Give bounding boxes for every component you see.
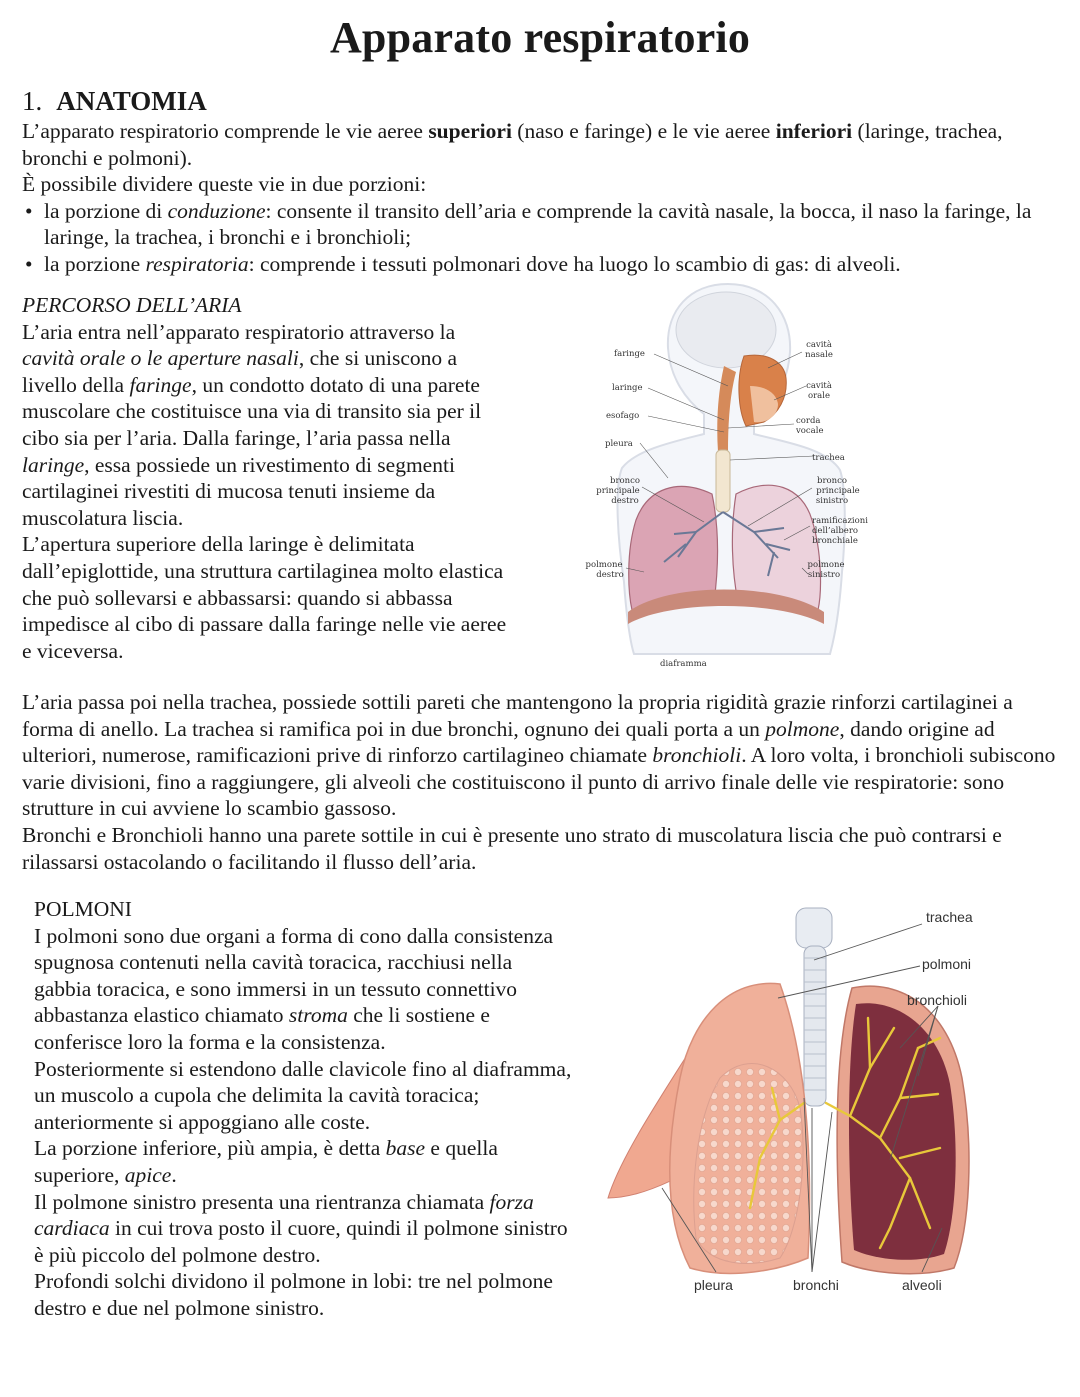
trachea-block [22, 689, 1067, 875]
italic-term: polmone [765, 716, 840, 741]
text-run: : comprende i tessuti polmonari dove ha luogo lo scambio di gas: di alveoli. [248, 251, 901, 276]
italic-term: stroma [288, 1003, 348, 1028]
text-run: che li sostiene e conferisce loro la forma e la consistenza. [34, 1003, 490, 1054]
label-bronco-sx-2: principale [816, 486, 860, 496]
italic-term: apice [124, 1162, 172, 1187]
lungs-figure [600, 898, 1040, 1293]
label-pleura: pleura [605, 439, 633, 449]
text-run: Il polmone sinistro presenta una rientranza chiamata [34, 1189, 490, 1214]
intro-block [22, 118, 1062, 278]
label-bronco-dx-2: principale [596, 486, 640, 496]
intro-paragraph [22, 118, 1062, 171]
text-run: , dando origine ad ulteriori, numerose, ramificazioni prive di rinforzo cartilagineo chiamate [22, 716, 995, 768]
label-bronco-dx-3: destro [611, 496, 639, 506]
polmoni-paragraph-1 [34, 923, 574, 1056]
italic-term: bronchioli [652, 743, 742, 768]
label-bronco-dx-1: bronco [610, 476, 640, 486]
label-faringe: faringe [614, 349, 645, 359]
polmoni-block [34, 896, 574, 1322]
trachea-paragraph-1 [22, 689, 1067, 822]
label-polmone-dx-1: polmone [585, 560, 623, 570]
label-cavita-orale-2: orale [808, 391, 830, 401]
text-run: . A loro volta, i bronchioli subiscono varie divisioni, fino a raggiungere, gli alveoli che costituiscono il punto di arrivo finale delle vie respiratorie: sono strutture in cui avviene lo scambio gassoso. [22, 743, 1056, 821]
percorso-paragraph-1 [22, 319, 512, 532]
label-ramificazioni-1: ramificazioni [812, 516, 868, 526]
polmoni-paragraph-4 [34, 1189, 574, 1269]
italic-term: conduzione [167, 198, 266, 223]
list-item-respiratoria [22, 251, 1062, 278]
label-laringe: laringe [612, 383, 643, 393]
label-bronco-sx-1: bronco [817, 476, 847, 486]
section-number: 1. [22, 86, 43, 116]
label-trachea: trachea [926, 909, 973, 925]
text-run: , che si uniscono a livello della [22, 346, 458, 397]
label-bronchioli: bronchioli [907, 992, 967, 1008]
portion-list [22, 198, 1062, 278]
text-run: La porzione inferiore, più ampia, è detta [34, 1136, 386, 1161]
label-trachea: trachea [812, 453, 845, 463]
label-pleura: pleura [694, 1277, 733, 1293]
text-run: . [171, 1162, 177, 1187]
label-cavita-orale-1: cavità [806, 381, 832, 391]
text-run: la porzione di [44, 198, 168, 223]
label-alveoli: alveoli [902, 1277, 942, 1293]
text-run: e quella superiore, [34, 1136, 498, 1187]
label-polmone-dx-2: destro [596, 570, 624, 580]
text-run: , un condotto dotato di una parete muscolare che costituisce una via di transito sia per il cibo sia per l’aria. Dalla faringe, l’aria passa nella [22, 372, 482, 450]
text-run: in cui trova posto il cuore, quindi il polmone sinistro è più piccolo del polmone destro. [34, 1216, 568, 1267]
bold-term-superiori: superiori [428, 119, 512, 143]
label-ramificazioni-3: bronchiale [812, 536, 858, 546]
polmoni-paragraph-2: Posteriormente si estendono dalle clavicole fino al diaframma, un muscolo a cupola che delimita la cavità toracica; anteriormente si appoggiano alle coste. [34, 1056, 572, 1134]
polmoni-paragraph-5: Profondi solchi dividono il polmone in lobi: tre nel polmone destro e due nel polmone sinistro. [34, 1269, 553, 1320]
polmoni-paragraph-3 [34, 1135, 574, 1188]
division-sentence: È possibile dividere queste vie in due porzioni: [22, 172, 427, 197]
text-run: L’aria passa poi nella trachea, possiede sottili pareti che mantengono la propria rigidità grazie rinforzi cartilaginei a forma di anello. La trachea si ramifica poi in due bronchi, ognuno dei quali porta a un [22, 690, 1013, 741]
label-polmoni: polmoni [922, 956, 972, 972]
italic-term: base [385, 1136, 426, 1161]
label-corda-2: vocale [796, 426, 824, 436]
italic-term: faringe [129, 372, 192, 397]
text-run: : consente il transito dell’aria e comprende la cavità nasale, la bocca, il naso la faringe, la laringe, la trachea, i bronchi e i bronchioli; [44, 198, 1032, 250]
text-run: (naso e faringe) e le vie aeree [511, 119, 776, 143]
bold-term-inferiori: inferiori [775, 119, 853, 143]
text-run: L’aria entra nell’apparato respiratorio attraverso la [22, 319, 456, 344]
label-bronco-sx-3: sinistro [815, 496, 849, 506]
subheading-percorso: PERCORSO DELL’ARIA [22, 293, 242, 317]
label-polmone-sx-2: sinistro [807, 570, 841, 580]
subheading-polmoni: POLMONI [34, 897, 132, 921]
label-ramificazioni-2: dell’albero [811, 526, 859, 536]
list-item-conduzione [22, 198, 1062, 251]
text-run: (laringe, trachea, bronchi e polmoni). [22, 119, 1003, 170]
italic-term: respiratoria [145, 251, 249, 276]
italic-term: laringe [22, 452, 85, 477]
text-run: la porzione [44, 251, 146, 276]
percorso-block [22, 292, 512, 664]
label-cavita-nasale-1: cavità [806, 340, 832, 350]
page-title: Apparato respiratorio [329, 13, 751, 62]
italic-term: forza cardiaca [34, 1189, 534, 1241]
text-run: L’apparato respiratorio comprende le vie aeree [22, 119, 429, 143]
text-run: , essa possiede un rivestimento di segmenti cartilaginei rivestiti di mucosa tenuti insieme da muscolatura liscia. [22, 452, 455, 530]
trachea-shape [716, 450, 730, 512]
label-bronchi: bronchi [793, 1277, 839, 1293]
respiratory-system-figure [578, 282, 890, 674]
label-polmone-sx-1: polmone [807, 560, 845, 570]
percorso-paragraph-2: L’apertura superiore della laringe è delimitata dall’epiglottide, una struttura cartilaginea molto elastica che può sollevarsi e abbassarsi: quando si abbassa impedisce al cibo di passare dalla faringe nelle vie aeree e viceversa. [22, 532, 507, 663]
trachea-paragraph-2: Bronchi e Bronchioli hanno una parete sottile in cui è presente uno strato di muscolatura liscia che può contrarsi e rilassarsi ostacolando o facilitando il flusso dell’aria. [22, 822, 1002, 874]
label-cavita-nasale-2: nasale [805, 350, 833, 360]
text-run: I polmoni sono due organi a forma di cono dalla consistenza spugnosa contenuti nella cavità toracica, racchiusi nella gabbia toracica, e sono immersi in un tessuto connettivo abbastanza elastico chiamato [34, 923, 554, 1028]
label-diaframma: diaframma [660, 659, 707, 669]
section-title: ANATOMIA [56, 86, 207, 116]
label-corda-1: corda [796, 416, 821, 426]
section-heading-anatomia [22, 86, 207, 117]
label-esofago: esofago [606, 411, 640, 421]
italic-term: cavità orale o le aperture nasali [22, 346, 299, 371]
